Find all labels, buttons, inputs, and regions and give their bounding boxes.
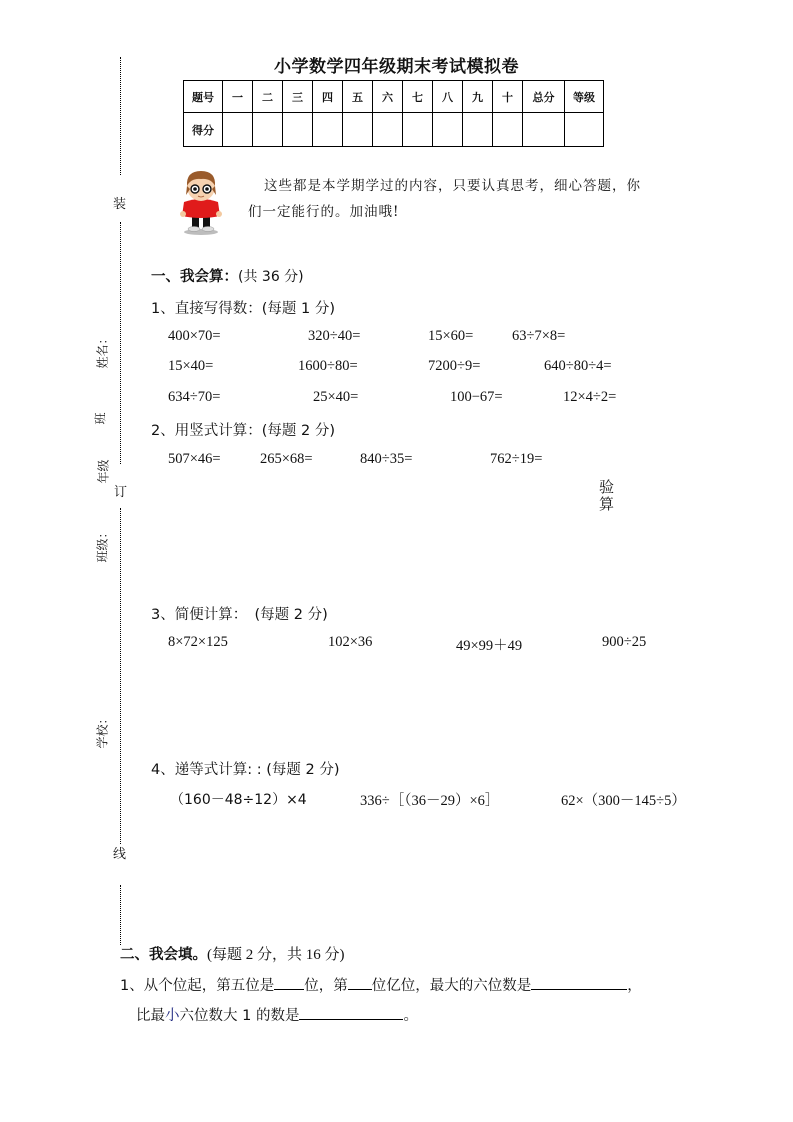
table-cell: 八 [433, 81, 463, 113]
question-text: 位亿位，最大的六位数是 [371, 978, 532, 994]
page-title: 小学数学四年级期末考试模拟卷 [274, 57, 519, 77]
highlighted-text: 小 [165, 1008, 180, 1024]
class-field-label: 班 [93, 412, 108, 425]
table-cell: 总分 [523, 81, 565, 113]
score-cell[interactable] [493, 113, 523, 147]
problem-item: 320÷40= [308, 328, 361, 344]
score-table [183, 80, 604, 147]
score-cell[interactable] [253, 113, 283, 147]
class-grade-field-label: 班级： [95, 526, 110, 563]
score-cell[interactable] [223, 113, 253, 147]
table-cell: 五 [343, 81, 373, 113]
problem-item: 49×99＋49 [456, 638, 523, 654]
binding-mark-ding: 订 [114, 485, 128, 500]
table-cell: 十 [493, 81, 523, 113]
fill-question-1-line-1 [120, 974, 642, 995]
binding-dotted-line [120, 508, 121, 844]
table-cell: 得分 [184, 113, 223, 147]
section-1-title: 一、我会算： [151, 269, 238, 285]
binding-mark-xian: 线 [113, 847, 127, 862]
binding-mark-zhuang: 装 [113, 197, 127, 212]
grade-field-label: 年级 [96, 459, 111, 484]
score-cell[interactable] [403, 113, 433, 147]
section-2-heading [120, 943, 345, 964]
section-1-heading [151, 265, 304, 286]
answer-blank[interactable] [531, 975, 627, 990]
score-cell[interactable] [283, 113, 313, 147]
score-cell[interactable] [463, 113, 493, 147]
intro-text-line-1: 这些都是本学期学过的内容，只要认真思考，细心答题，你 [264, 178, 641, 194]
intro-text-line-2: 们一定能行的。加油哦! [248, 204, 400, 220]
problem-item: 63÷7×8= [512, 328, 566, 344]
table-cell: 三 [283, 81, 313, 113]
answer-blank[interactable] [299, 1005, 403, 1020]
section-2-points: (每题 2 分，共 16 分) [207, 947, 345, 963]
school-field-label: 学校： [95, 712, 110, 749]
table-cell: 二 [253, 81, 283, 113]
question-text: 比最 [136, 1008, 165, 1024]
problem-item: （160－48÷12）×4 [170, 792, 307, 808]
problem-item: 7200÷9= [428, 358, 481, 374]
problem-item: 100−67= [450, 389, 503, 405]
question-text: 1、从个位起，第五位是 [120, 978, 275, 994]
score-cell[interactable] [313, 113, 343, 147]
table-cell: 六 [373, 81, 403, 113]
problem-item: 900÷25 [602, 634, 647, 650]
problem-item: 62×（300－145÷5） [561, 793, 686, 809]
problem-item: 640÷80÷4= [544, 358, 612, 374]
table-cell: 题号 [184, 81, 223, 113]
score-table-header-row [184, 81, 604, 113]
problem-item: 840÷35= [360, 451, 413, 467]
problem-item: 400×70= [168, 328, 221, 344]
question-text: 。 [403, 1008, 418, 1024]
problem-item: 15×60= [428, 328, 474, 344]
check-label-suan: 算 [599, 495, 615, 513]
question-text: ， [627, 978, 642, 994]
problem-item: 265×68= [260, 451, 313, 467]
problem-item: 1600÷80= [298, 358, 358, 374]
problem-item: 8×72×125 [168, 634, 228, 650]
section-2-title: 二、我会填。 [120, 947, 207, 963]
score-cell[interactable] [523, 113, 565, 147]
problem-item: 12×4÷2= [563, 389, 617, 405]
table-cell: 七 [403, 81, 433, 113]
check-label-yan: 验 [599, 478, 615, 496]
problem-item: 102×36 [328, 634, 373, 650]
binding-dotted-line [120, 885, 121, 945]
score-cell[interactable] [373, 113, 403, 147]
question-3-label: 3、简便计算： (每题 2 分) [151, 607, 328, 623]
answer-blank[interactable] [348, 975, 372, 990]
table-cell: 等级 [565, 81, 604, 113]
score-table-score-row [184, 113, 604, 147]
fill-question-1-line-2 [136, 1004, 418, 1025]
table-cell: 四 [313, 81, 343, 113]
binding-dotted-line [120, 222, 121, 464]
answer-blank[interactable] [274, 975, 304, 990]
table-cell: 九 [463, 81, 493, 113]
problem-item: 507×46= [168, 451, 221, 467]
question-4-label: 4、递等式计算: : (每题 2 分) [151, 762, 340, 778]
table-cell: 一 [223, 81, 253, 113]
problem-item: 25×40= [313, 389, 359, 405]
score-cell[interactable] [565, 113, 604, 147]
score-cell[interactable] [433, 113, 463, 147]
section-1-points: (共 36 分) [238, 269, 304, 285]
problem-item: 762÷19= [490, 451, 543, 467]
problem-item: 634÷70= [168, 389, 221, 405]
problem-item: 15×40= [168, 358, 214, 374]
problem-item: 336÷［（36－29）×6］ [360, 793, 500, 809]
binding-dotted-line [120, 57, 121, 175]
question-text: 六位数大 1 的数是 [179, 1008, 300, 1024]
name-field-label: 姓名： [95, 332, 110, 369]
question-2-label: 2、用竖式计算：(每题 2 分) [151, 423, 335, 439]
cartoon-boy-icon [178, 168, 224, 236]
question-1-label: 1、直接写得数：(每题 1 分) [151, 301, 335, 317]
score-cell[interactable] [343, 113, 373, 147]
question-text: 位，第 [304, 978, 348, 994]
